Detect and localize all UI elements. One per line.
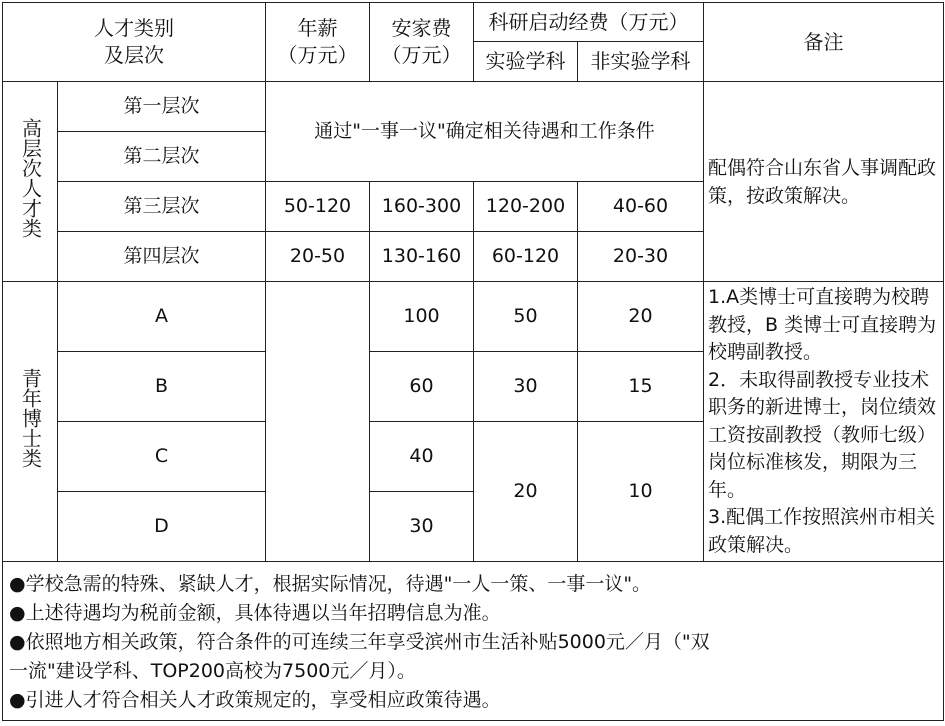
header-nonexp: 非实验学科	[578, 42, 704, 82]
talent-treatment-table	[2, 2, 944, 721]
footer-note-1: ●学校急需的特殊、紧缺人才，根据实际情况，待遇"一人一策、一事一议"。	[9, 573, 652, 595]
young-remark-1: 1.A类博士可直接聘为校聘教授，B 类博士可直接聘为校聘副教授。	[708, 286, 937, 363]
header-settle: 安家费 （万元）	[370, 3, 474, 82]
high-merged-note: 通过"一事一议"确定相关待遇和工作条件	[266, 82, 704, 182]
footer-note-4: ●引进人才符合相关人才政策规定的，享受相应政策待遇。	[9, 689, 501, 711]
high-level-2: 第二层次	[58, 132, 266, 182]
l4-salary: 20-50	[266, 232, 370, 282]
header-research: 科研启动经费（万元）	[474, 3, 704, 42]
l3-exp: 120-200	[474, 182, 578, 232]
young-remark-3: 3.配偶工作按照滨州市相关政策解决。	[708, 506, 936, 556]
cd-nonexp: 10	[578, 422, 704, 562]
l4-settle: 130-160	[370, 232, 474, 282]
l3-nonexp: 40-60	[578, 182, 704, 232]
b-settle: 60	[370, 352, 474, 422]
l3-salary: 50-120	[266, 182, 370, 232]
a-nonexp: 20	[578, 282, 704, 352]
high-level-1: 第一层次	[58, 82, 266, 132]
footer-note-2: ●上述待遇均为税前金额，具体待遇以当年招聘信息为准。	[9, 602, 501, 624]
l4-nonexp: 20-30	[578, 232, 704, 282]
young-remarks	[704, 282, 944, 562]
high-level-4: 第四层次	[58, 232, 266, 282]
high-level-3: 第三层次	[58, 182, 266, 232]
young-row-d: D	[58, 492, 266, 562]
b-nonexp: 15	[578, 352, 704, 422]
a-exp: 50	[474, 282, 578, 352]
young-remark-2: 2．未取得副教授专业技术职务的新进博士，岗位绩效工资按副教授（教师七级）岗位标准核发，期限为三年。	[708, 368, 937, 501]
footer-note-3: ●依照地方相关政策，符合条件的可连续三年享受滨州市生活补贴5000元／月（"双	[9, 631, 710, 653]
footer-note-3-cont: 一流"建设学科、TOP200高校为7500元／月）。	[9, 660, 416, 682]
l3-settle: 160-300	[370, 182, 474, 232]
young-row-b: B	[58, 352, 266, 422]
young-salary-empty	[266, 282, 370, 562]
b-exp: 30	[474, 352, 578, 422]
d-settle: 30	[370, 492, 474, 562]
cd-exp: 20	[474, 422, 578, 562]
high-group-label: 高层次人才类	[3, 82, 58, 282]
l4-exp: 60-120	[474, 232, 578, 282]
c-settle: 40	[370, 422, 474, 492]
header-exp: 实验学科	[474, 42, 578, 82]
header-category: 人才类别 及层次	[3, 3, 266, 82]
high-remark: 配偶符合山东省人事调配政策，按政策解决。	[704, 82, 944, 282]
footer-notes	[3, 562, 944, 721]
young-row-a: A	[58, 282, 266, 352]
young-row-c: C	[58, 422, 266, 492]
header-remark: 备注	[704, 3, 944, 82]
young-group-label: 青年博士类	[3, 282, 58, 562]
header-salary: 年薪 （万元）	[266, 3, 370, 82]
a-settle: 100	[370, 282, 474, 352]
